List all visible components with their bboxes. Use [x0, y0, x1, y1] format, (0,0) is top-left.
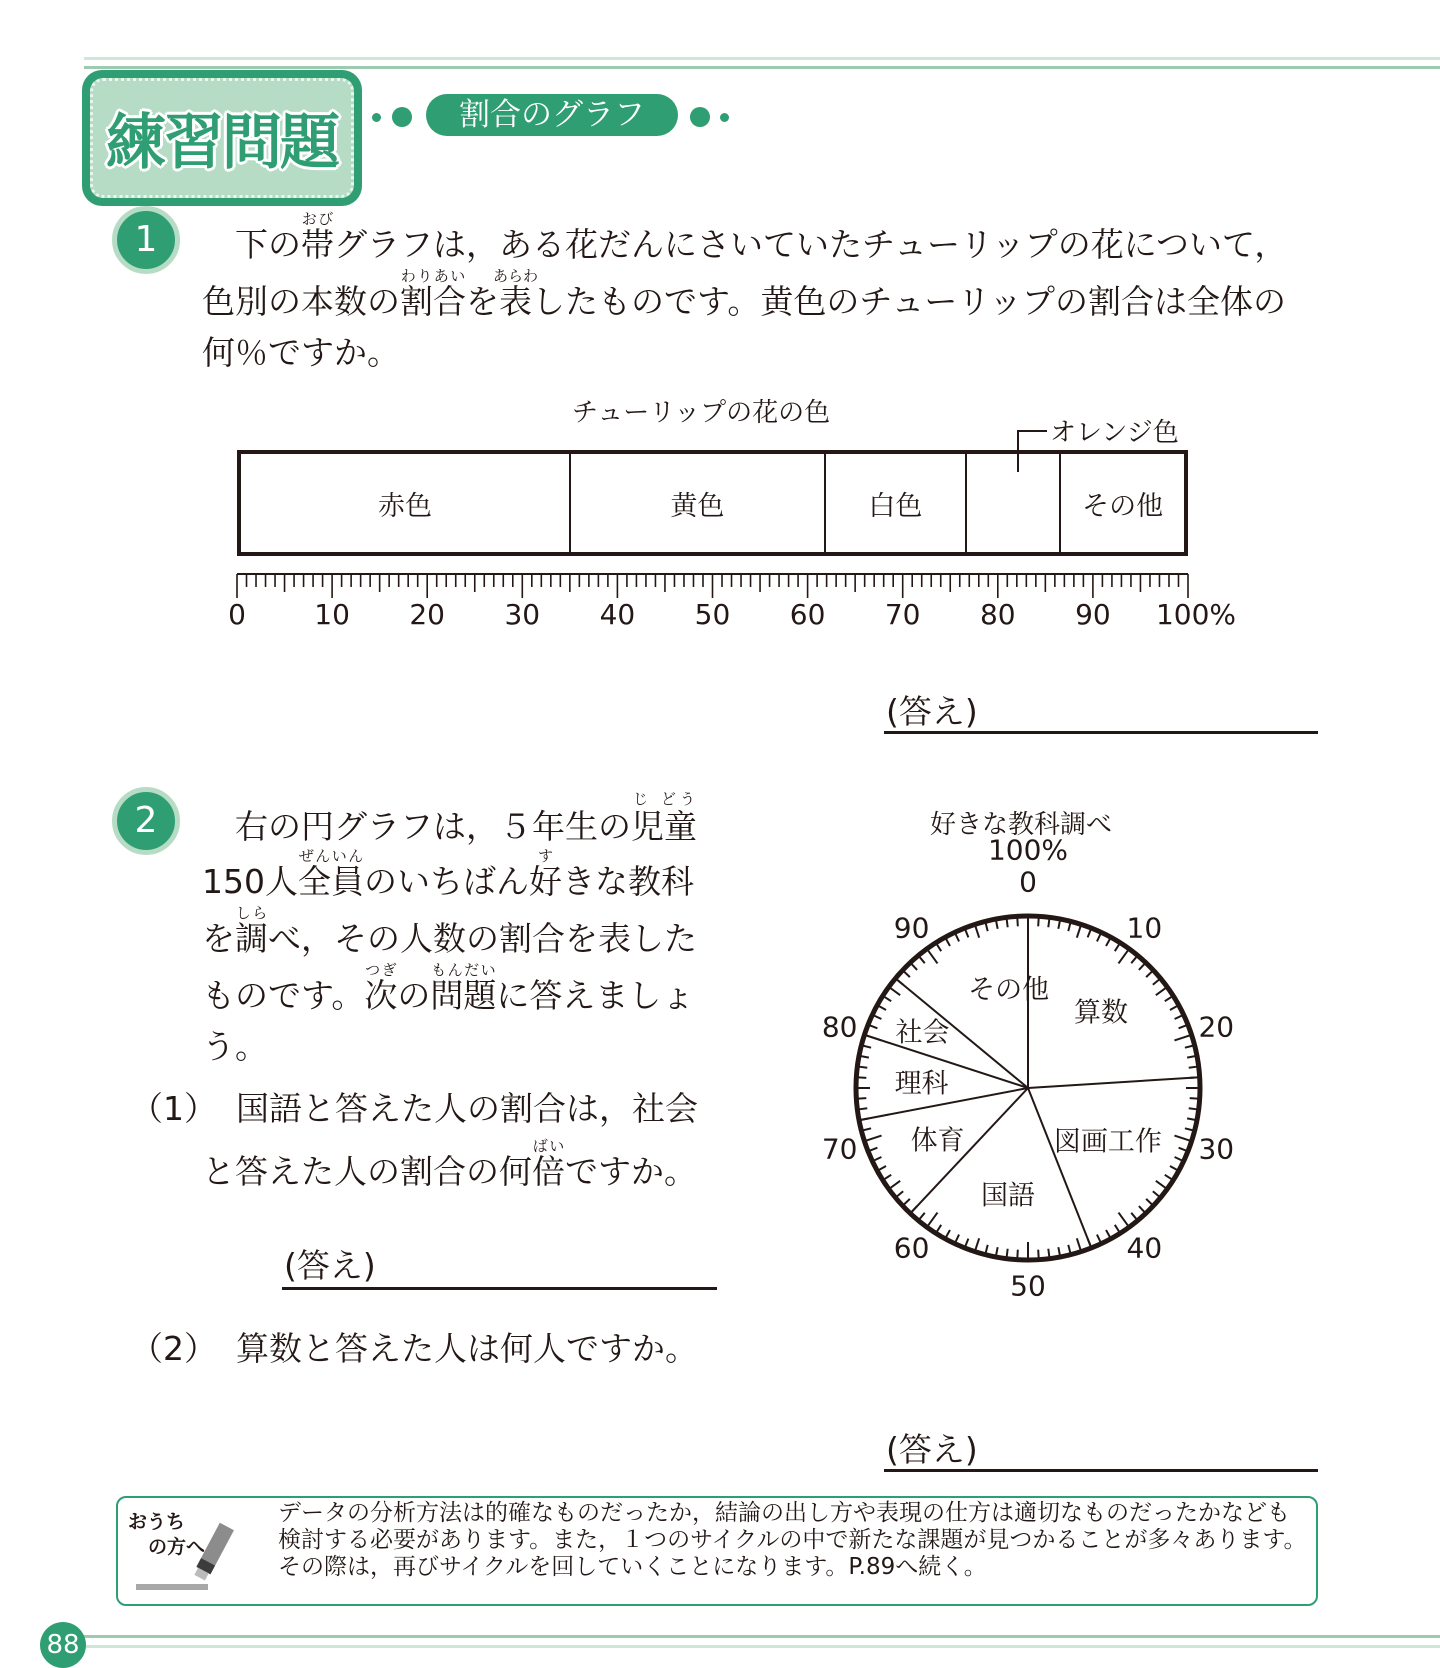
pie-slice-label: 体育 — [910, 1125, 965, 1157]
text-line: 色別の本数の割合わりあいを表あらわしたものです。黄色のチューリップの割合は全体の — [202, 267, 1287, 321]
parent-note-text: データの分析方法は的確なものだったか，結論の出し方や表現の仕方は適切なものだったかなども検討する必要があります。また，１つのサイクルの中で新たな課題が見つかることが多々あります。その際は，再びサイクルを回していくことになります。P.89へ続く。 — [278, 1500, 1307, 1580]
band-tick-label: 30 — [504, 598, 541, 631]
header-rule-dark — [84, 66, 1440, 69]
pie-slice-label: 理科 — [894, 1068, 949, 1100]
pie-ring-label: 20 — [1198, 1010, 1235, 1044]
pie-slice-label: その他 — [968, 974, 1050, 1006]
band-tick-label: 10 — [314, 598, 350, 631]
text-line: 150人全員ぜんいんのいちばん好すきな教科 — [202, 847, 694, 901]
decor-dot-icon — [690, 107, 710, 127]
page-number: 88 — [40, 1622, 86, 1668]
pie-ring-label: 0 — [1019, 865, 1037, 899]
band-tick-label: 80 — [979, 598, 1016, 631]
band-tick-label: 60 — [789, 598, 826, 631]
parent-note-tag-line2: の方へ — [148, 1536, 206, 1558]
pie-ring-label: 70 — [821, 1132, 858, 1166]
orange-callout-label: オレンジ色 — [1050, 418, 1179, 448]
decor-dot-icon — [720, 113, 729, 122]
exercise-badge-label: 練習問題 — [106, 108, 338, 178]
band-tick-label: 20 — [409, 598, 446, 631]
band-segment: 赤色 — [241, 454, 571, 552]
band-segment: 黄色 — [571, 454, 826, 552]
parent-note-tag-line1: おうち — [128, 1511, 186, 1533]
band-tick-label: 50 — [694, 598, 731, 631]
pie-slice-label: 国語 — [981, 1180, 1036, 1212]
band-tick-label: 90 — [1075, 598, 1111, 631]
question1-number: （1） — [130, 1089, 217, 1128]
pie-ring-label-100: 100% — [987, 833, 1069, 867]
text-line: 右の円グラフは，５年生の児童じ どう — [202, 790, 697, 846]
pie-ring-label: 30 — [1198, 1132, 1235, 1166]
pie-slice-label: 社会 — [895, 1017, 950, 1049]
answer-field-q1[interactable] — [282, 1287, 717, 1290]
pie-ring-label: 50 — [1010, 1269, 1046, 1303]
band-tick-label: 70 — [884, 598, 921, 631]
text-line: と答えた人の割合の何倍ばいですか。 — [202, 1137, 697, 1191]
answer-label-q2: (答え) — [886, 1430, 978, 1469]
answer-field-1[interactable] — [884, 731, 1318, 734]
pie-chart-title: 好きな教科調べ — [930, 810, 1113, 840]
pie-ring-label: 60 — [893, 1231, 930, 1265]
question2-text: 算数と答えた人は何人ですか。 — [236, 1329, 698, 1368]
band-segment: 白色 — [826, 454, 967, 552]
footer-rule-light — [60, 1645, 1440, 1648]
pie-ring-label: 40 — [1126, 1231, 1163, 1265]
pie-ring-label: 90 — [893, 911, 930, 945]
answer-label-q1: (答え) — [284, 1246, 376, 1285]
band-tick-label: 0 — [228, 598, 246, 631]
band-segment — [967, 454, 1061, 552]
band-tick-label: 40 — [599, 598, 636, 631]
band-tick-label: 100% — [1155, 598, 1237, 631]
problem-number-1: 1 — [112, 206, 180, 274]
pie-ring-label: 80 — [821, 1010, 858, 1044]
exercise-badge — [82, 70, 362, 206]
problem-number-2: 2 — [112, 787, 180, 855]
text-line: を調しらべ，その人数の割合を表した — [202, 904, 697, 958]
pie-slice-label: 図画工作 — [1053, 1126, 1162, 1158]
band-segment: その他 — [1082, 490, 1164, 522]
question2-number: （2） — [130, 1329, 217, 1368]
pen-icon — [134, 1518, 254, 1598]
header-rule-light — [84, 57, 1440, 60]
pie-chart — [800, 860, 1260, 1320]
text-line: 何％ですか。 — [202, 333, 400, 372]
band-chart-title: チューリップの花の色 — [572, 398, 831, 428]
text-line: 国語と答えた人の割合は，社会 — [236, 1089, 698, 1128]
pie-ring-label: 10 — [1126, 911, 1163, 945]
decor-dot-icon — [392, 107, 412, 127]
topic-pill: 割合のグラフ — [426, 94, 678, 136]
pie-slice-label: 算数 — [1074, 997, 1128, 1029]
footer-rule-dark — [60, 1635, 1440, 1638]
decor-dot-icon — [372, 113, 381, 122]
text-line: う。 — [202, 1027, 268, 1066]
text-line: ものです。次つぎの問題もんだいに答えましょ — [202, 961, 695, 1015]
answer-label-1: (答え) — [886, 692, 978, 731]
band-chart — [237, 450, 1188, 556]
answer-field-q2[interactable] — [884, 1469, 1318, 1472]
text-line: 下の帯おびグラフは，ある花だんにさいていたチューリップの花について， — [202, 210, 1288, 264]
